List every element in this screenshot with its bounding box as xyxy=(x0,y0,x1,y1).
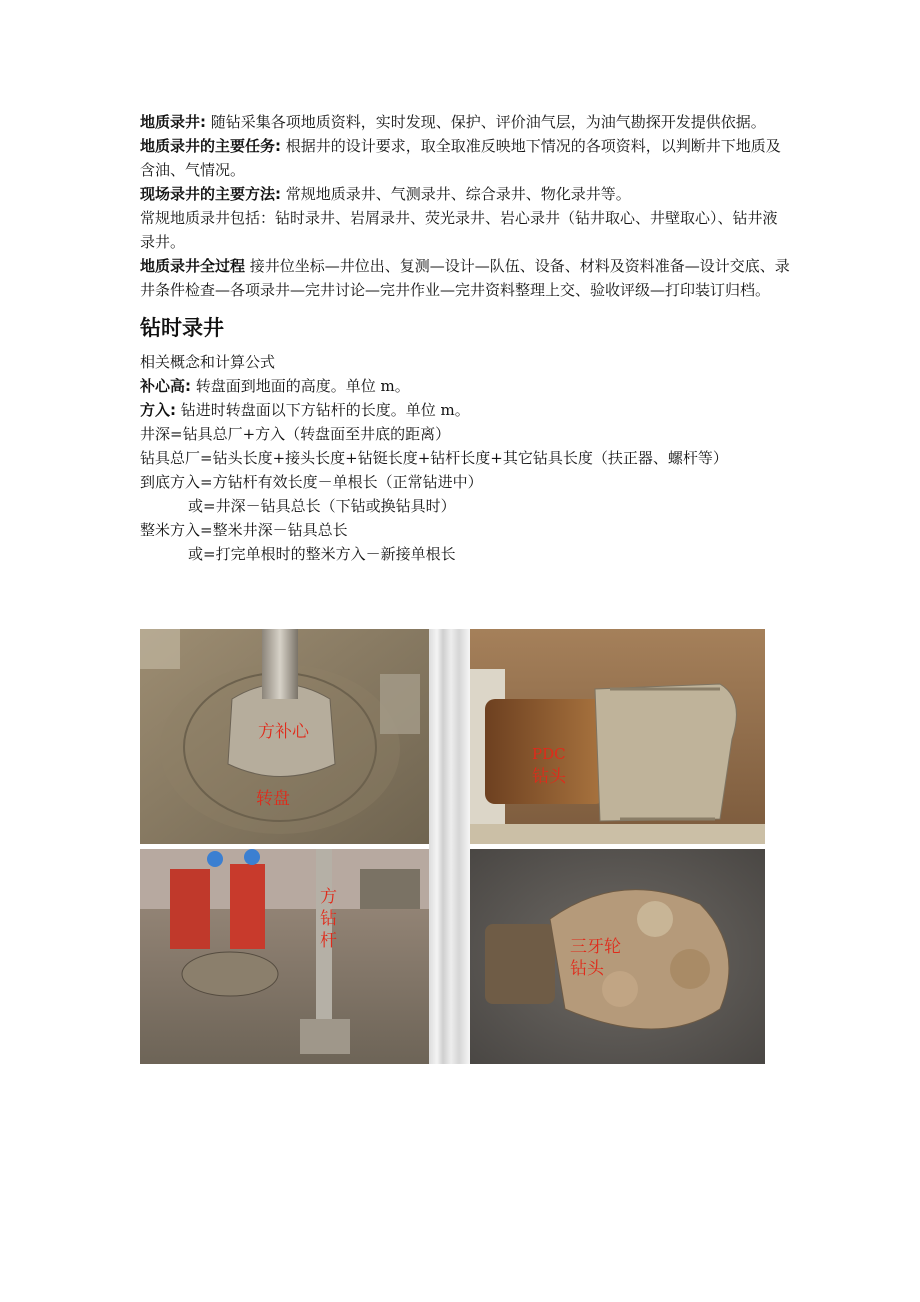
formula-whole-meter-alt: 或=打完单根时的整米方入－新接单根长 xyxy=(188,545,456,563)
paragraph-main-tasks xyxy=(140,134,790,182)
paragraph-text: 根据井的设计要求，取全取准反映地下情况的各项资料，以判断井下地质及含油、气情况。 xyxy=(140,137,781,179)
term-label: 地质录井全过程 xyxy=(140,257,246,275)
formula-whole-meter: 整米方入=整米井深－钻具总长 xyxy=(140,521,348,539)
term-label: 地质录井: xyxy=(140,113,206,131)
formula-bottom-kelly-alt: 或=井深－钻具总长（下钻或换钻具时） xyxy=(188,497,456,515)
photo-label: 三牙轮 xyxy=(570,937,621,957)
formula-bottom-kelly: 到底方入=方钻杆有效长度－单根长（正常钻进中） xyxy=(140,473,483,491)
photo-label: 钻头 xyxy=(570,959,604,979)
definition-text: 钻进时转盘面以下方钻杆的长度。单位 m。 xyxy=(176,401,470,419)
paragraph-text: 随钻采集各项地质资料，实时发现、保护、评价油气层，为油气勘探开发提供依据。 xyxy=(206,113,766,131)
definition-bushing-height xyxy=(140,374,790,398)
definition-kelly-in xyxy=(140,398,790,422)
photo-gallery xyxy=(140,629,765,1064)
formula-well-depth: 井深=钻具总厂+方入（转盘面至井底的距离） xyxy=(140,425,451,443)
term-label: 地质录井的主要任务: xyxy=(140,137,281,155)
definition-text: 转盘面到地面的高度。单位 m。 xyxy=(191,377,410,395)
term-label: 方入: xyxy=(140,401,176,419)
paragraph-whole-process xyxy=(140,254,790,302)
photo-label: 方补心 xyxy=(258,722,309,742)
paragraph-conventional: 常规地质录井包括：钻时录井、岩屑录井、荧光录井、岩心录井（钻井取心、井壁取心）、钻井液录井。 xyxy=(140,209,778,251)
term-label: 补心高: xyxy=(140,377,191,395)
paragraph-text: 接井位坐标—井位出、复测—设计—队伍、设备、材料及资料准备—设计交底、录井条件检查—各项录井—完井讨论—完井作业—完井资料整理上交、验收评级—打印装订归档。 xyxy=(140,257,790,299)
photo-pdc-bit xyxy=(470,629,765,844)
photo-label: 钻 xyxy=(320,909,337,929)
photo-kelly xyxy=(140,849,429,1064)
paragraph-text: 常规地质录井、气测录井、综合录井、物化录井等。 xyxy=(281,185,631,203)
section-subtitle: 相关概念和计算公式 xyxy=(140,353,276,371)
photo-label: 方 xyxy=(320,887,337,907)
photo-label: 杆 xyxy=(320,931,337,951)
section-heading: 钻时录井 xyxy=(140,316,224,340)
pdc-bit-image xyxy=(470,629,765,844)
paragraph-main-methods xyxy=(140,182,790,206)
photo-tricone-bit xyxy=(470,849,765,1064)
photo-label: PDC xyxy=(532,745,566,763)
term-label: 现场录井的主要方法: xyxy=(140,185,281,203)
photo-label: 转盘 xyxy=(256,789,290,809)
kelly-image xyxy=(140,849,429,1064)
gallery-divider xyxy=(429,629,470,1064)
photo-label: 钻头 xyxy=(532,767,566,787)
text-body xyxy=(140,110,790,566)
paragraph-geological-logging xyxy=(140,110,790,134)
photo-rotary-table xyxy=(140,629,429,844)
formula-string-length: 钻具总厂=钻头长度+接头长度+钻铤长度+钻杆长度+其它钻具长度（扶正器、螺杆等） xyxy=(140,449,728,467)
